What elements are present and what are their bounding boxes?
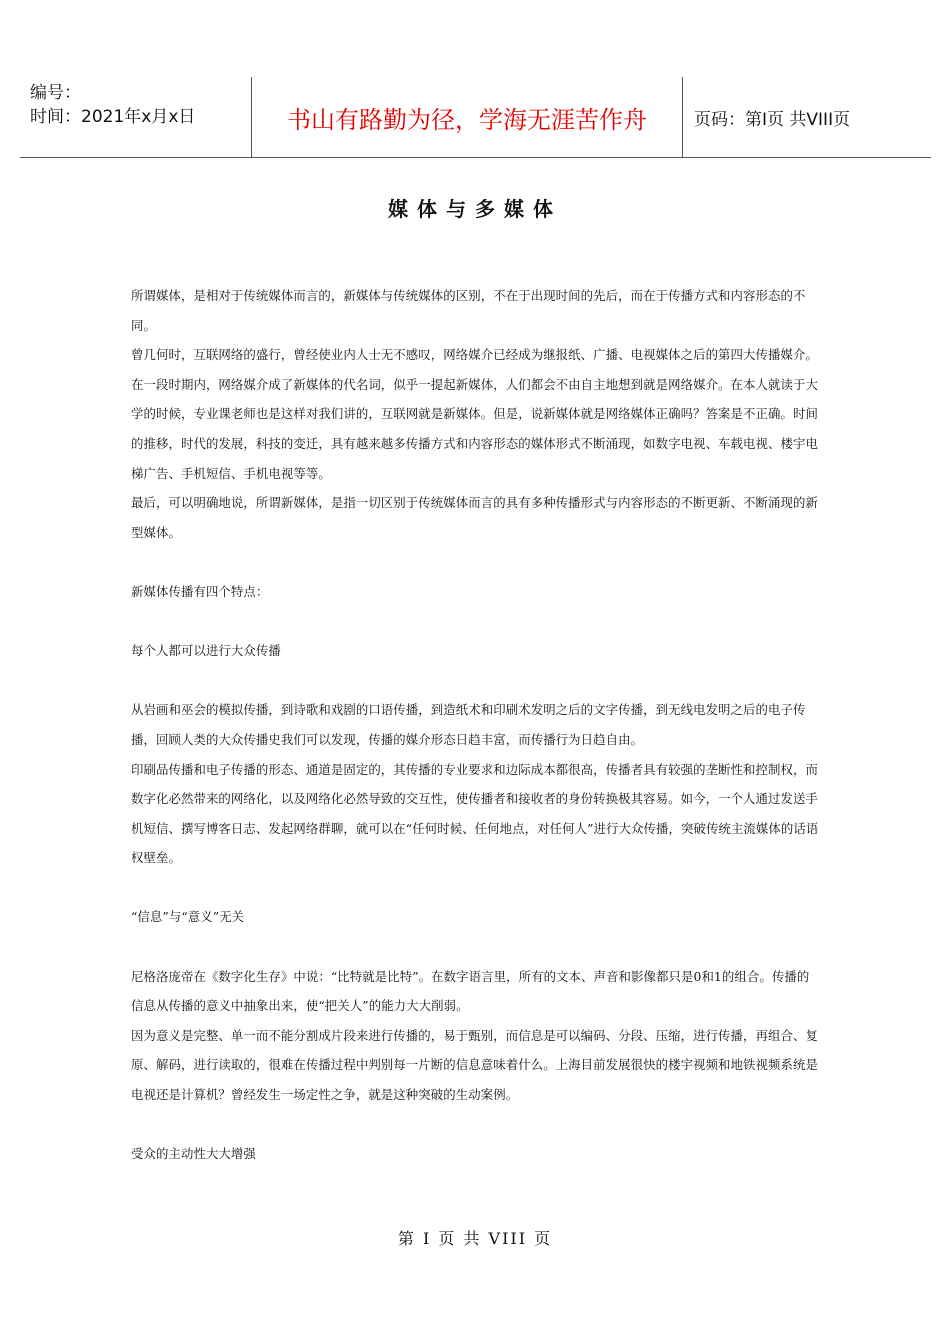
paragraph: 因为意义是完整、单一而不能分割成片段来进行传播的，易于甄别，而信息是可以编码、分段、压缩，进行传播，再组合、复原、解码，进行读取的，很难在传播过程中判别每一片断的信息意味着什么。上海目前发展很快的楼宇视频和地铁视频系统是电视还是计算机？曾经发生一场定性之争，就是这种突破的生动案例。: [131, 1027, 818, 1103]
paragraph: 最后，可以明确地说，所谓新媒体，是指一切区别于传统媒体而言的具有多种传播形式与内容形态的不断更新、不断涌现的新型媒体。: [131, 495, 818, 540]
document-header: [20, 77, 931, 158]
paragraph: 印刷品传播和电子传播的形态、通道是固定的，其传播的专业要求和边际成本都很高，传播者具有较强的垄断性和控制权，而数字化必然带来的网络化，以及网络化必然导致的交互性，使传播者和接收者的身份转换极其容易。如今，一个人通过发送手机短信、撰写博客日志、发起网络群聊，就可以在“任何时候、任何地点，对任何人”进行大众传播，突破传统主流媒体的话语权壁垒。: [131, 761, 819, 866]
paragraph: 曾几何时，互联网络的盛行，曾经使业内人士无不感叹，网络媒介已经成为继报纸、广播、电视媒体之后的第四大传播媒介。在一段时期内，网络媒介成了新媒体的代名词，似乎一提起新媒体，人们都会不由自主地想到就是网络媒介。在本人就读于大学的时候，专业课老师也是这样对我们讲的，互联网就是新媒体。但是，说新媒体就是网络媒体正确吗？答案是不正确。时间的推移，时代的发展，科技的变迁，具有越来越多传播方式和内容形态的媒体形式不断涌现，如数字电视、车载电视、楼宇电梯广告、手机短信、手机电视等等。: [131, 347, 818, 481]
date-label: 时间：2021年x月x日: [30, 107, 196, 127]
document-body: [131, 281, 821, 1169]
header-page-number: 页码：第I页 共VIII页: [694, 109, 851, 130]
serial-number-label: 编号：: [30, 83, 81, 103]
section-heading: 受众的主动性大大增强: [131, 1146, 256, 1162]
section-heading: 每个人都可以进行大众传播: [131, 643, 281, 659]
document-title: 媒体与多媒体: [388, 197, 562, 221]
paragraph: 从岩画和巫会的模拟传播，到诗歌和戏剧的口语传播，到造纸术和印刷术发明之后的文字传播，到无线电发明之后的电子传播，回顾人类的大众传播史我们可以发现，传播的媒介形态日趋丰富，而传播行为日趋自由。: [131, 702, 806, 747]
page-footer: 第 I 页 共 VIII 页: [397, 1229, 553, 1248]
header-meta: [30, 81, 195, 129]
paragraph: 新媒体传播有四个特点：: [131, 583, 269, 599]
header-motto: 书山有路勤为径，学海无涯苦作舟: [287, 105, 647, 134]
header-divider: [682, 77, 683, 157]
paragraph: 所谓媒体，是相对于传统媒体而言的，新媒体与传统媒体的区别，不在于出现时间的先后，而在于传播方式和内容形态的不同。: [131, 288, 806, 333]
paragraph: 尼格洛庞帝在《数字化生存》中说：“比特就是比特”。在数字语言里，所有的文本、声音和影像都只是0和1的组合。传播的信息从传播的意义中抽象出来，使“把关人”的能力大大削弱。: [131, 968, 810, 1014]
section-heading: “信息”与“意义”无关: [131, 909, 245, 925]
